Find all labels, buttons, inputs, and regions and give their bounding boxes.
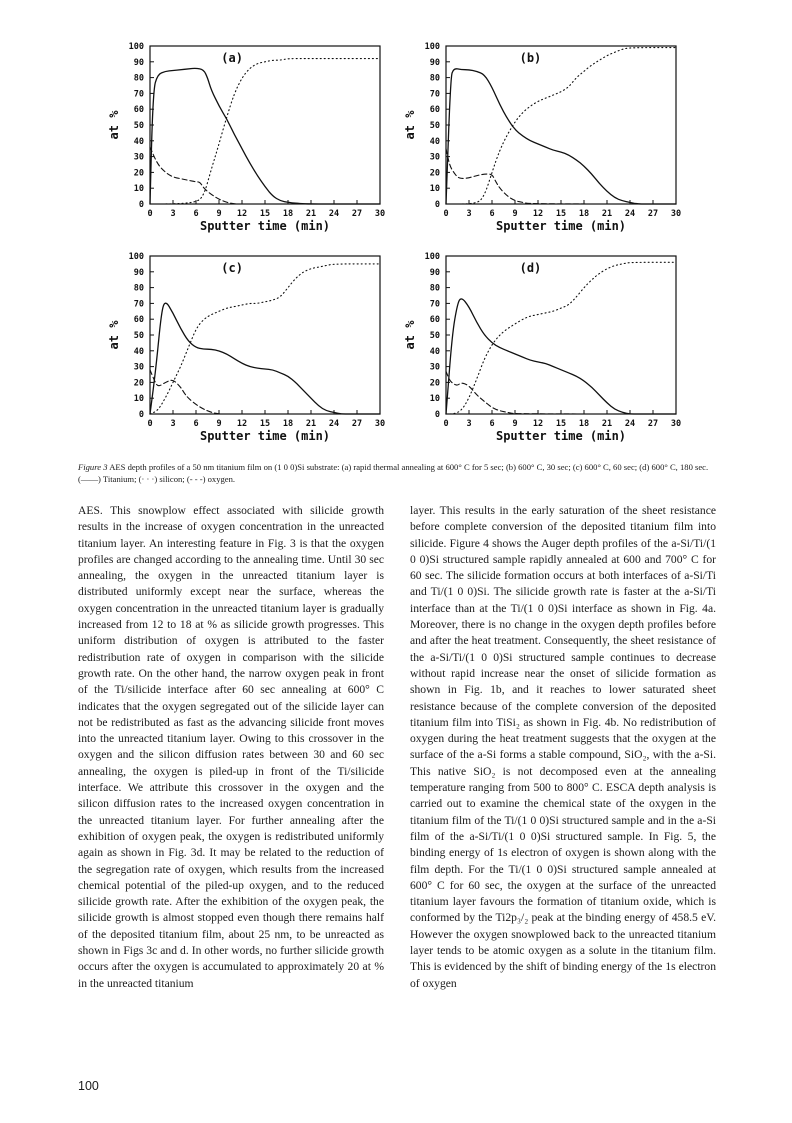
x-tick-label: 30 [670, 209, 682, 219]
chart-svg [100, 250, 386, 465]
y-tick-label: 70 [133, 89, 144, 100]
y-tick-label: 40 [429, 346, 440, 357]
y-tick-label: 50 [429, 121, 440, 131]
oxygen-curve [150, 147, 380, 204]
y-tick-label: 70 [133, 299, 144, 310]
x-tick-label: 9 [216, 419, 222, 429]
figure-caption [78, 461, 718, 485]
y-tick-label: 40 [429, 136, 440, 147]
panel-label: (d) [519, 260, 542, 275]
x-tick-label: 3 [170, 209, 176, 219]
silicon-curve [150, 59, 380, 204]
plot-frame [446, 256, 676, 414]
y-tick-label: 100 [424, 252, 440, 262]
panel-label: (c) [221, 260, 243, 275]
y-tick-label: 80 [133, 283, 144, 294]
y-tick-label: 50 [133, 331, 144, 341]
chart-svg [396, 250, 682, 465]
panel-label: (b) [519, 50, 542, 65]
silicon-curve [150, 264, 380, 414]
x-tick-label: 15 [259, 209, 271, 219]
y-tick-label: 90 [133, 57, 144, 68]
x-tick-label: 0 [147, 419, 153, 429]
x-axis-title: Sputter time (min) [495, 219, 627, 233]
chart-svg [396, 40, 682, 255]
figure-label: Figure 3 [78, 462, 108, 472]
x-tick-label: 0 [443, 419, 449, 429]
titanium-curve [446, 69, 676, 204]
x-tick-label: 6 [193, 419, 199, 429]
y-tick-label: 90 [133, 267, 144, 278]
chart-d [396, 250, 682, 465]
body-column-left: AES. This snowplow effect associated with silicide growth results in the increase of oxygen concentration in the unreacted titanium layer. An interesting feature in Fig. 3 is that the oxygen profiles are changed according to the annealing time. Until 30 sec annealing, the oxygen in the unreacted titanium layer is distributed uniformly except near the surface, whereas the oxygen concentration in the unreacted titanium layer is gradually increased from 12 to 18 at % as silicide growth progresses. This uniform distribution of oxygen is attributed to the faster redistribution rate of oxygen in comparison with the silicide growth rate. On the other hand, the narrow oxygen peak in front of the Ti/silicide interface after 60 sec annealing at 600° C indicates that the oxygen segregated out of the silicide layer can not be redistributed as fast as the advancing silicide front moves into the unreacted titanium layer. Owing to this crossover in the oxygen and the silicon diffusion rates between 30 and 60 sec annealing, the oxygen is piled-up in front of the Ti/silicide interface. We attribute this crossover in the oxygen and the silicon diffusion rates to the increased oxygen concentration in the unreacted titanium layer. For further annealing after the exhibition of oxygen peak, the oxygen is redistributed uniformly again as shown in Fig. 3d. It may be related to the reduction of the segregation rate of oxygen, which results from the increased chemical potential of the piled-up oxygen, and to the reduced silicide growth rate. After the exhibition of the oxygen peak, the silicide growth is almost stopped even though there remains half of the deposited titanium film, about 25 nm, to be unreacted as shown in Figs 3c and d. In other words, no further silicide growth occurs after the oxygen is accumulated to approximately 20 at % in the unreacted titanium [78, 504, 384, 990]
x-tick-label: 15 [555, 209, 567, 219]
y-tick-label: 70 [429, 89, 440, 100]
y-tick-label: 10 [429, 394, 440, 405]
x-tick-label: 0 [443, 209, 449, 219]
chart-svg [100, 40, 386, 255]
x-tick-label: 30 [670, 419, 682, 429]
y-tick-label: 30 [133, 362, 144, 373]
chart-b [396, 40, 682, 255]
y-tick-label: 0 [138, 410, 144, 420]
y-tick-label: 100 [128, 252, 144, 262]
y-tick-label: 50 [133, 121, 144, 131]
x-tick-label: 3 [170, 419, 176, 429]
chart-a [100, 40, 386, 255]
x-tick-label: 30 [374, 209, 386, 219]
y-tick-label: 40 [133, 346, 144, 357]
x-tick-label: 30 [374, 419, 386, 429]
body-column-right: layer. This results in the early saturation of the sheet resistance before complete conversion of the deposited titanium film into silicide. Figure 4 shows the Auger depth profiles of the a-Si/Ti/(1 0 0)Si structured sample rapidly annealed at 600 and 700° C for 60 sec. The silicide formation occurs at both interfaces of a-Si/Ti and Ti/(1 0 0)Si. The silicide growth rate is faster at the a-Si/Ti interface than at the Ti/(1 0 0)Si interface as shown in Fig. 4a. Moreover, there is no change in the oxygen depth profiles before and after the heat treatment. Consequently, the sheet resistance of the a-Si/Ti/(1 0 0)Si structured sample continues to decrease without rapid increase near the onset of silicide formation as shown in Fig. 1b, and it reaches to lower saturated sheet resistance because of the complete conversion of the deposited titanium film into TiSi₂ as shown in Fig. 4b. No redistribution of oxygen during the heat treatment suggests that the oxygen at the surface of the a-Si forms a stable compound, SiO₂, with the a-Si. This native SiO₂ is not decomposed even at the annealing temperature ranging from 500 to 800° C. ESCA depth analysis is carried out to examine the chemical state of the oxygen in the titanium film of the Ti/(1 0 0)Si structured sample and in the a-Si film of the a-Si/Ti/(1 0 0)Si structured sample. In Fig. 5, the binding energy of 1s electron of oxygen is shown along with the film depth. For the Ti/(1 0 0)Si structured sample annealed at 600° C for 60 sec, the oxygen at the surface of the unreacted titanium layer favours the formation of titanium oxide, which is conformed by the Ti2p₃/₂ peak at the binding energy of 458.5 eV. However the oxygen snowplowed back to the unreacted titanium layer tends to be atomic oxygen as a solute in the titanium film. This is evidenced by the shift of binding energy of the 1s electron of oxygen [410, 504, 716, 990]
oxygen-curve [446, 149, 676, 204]
y-axis-title: at % [403, 110, 417, 140]
x-tick-label: 9 [512, 419, 518, 429]
y-tick-label: 30 [429, 362, 440, 373]
y-tick-label: 90 [429, 57, 440, 68]
x-tick-label: 12 [236, 419, 248, 429]
x-tick-label: 24 [624, 209, 636, 219]
x-tick-label: 15 [555, 419, 567, 429]
x-tick-label: 15 [259, 419, 271, 429]
y-tick-label: 60 [133, 315, 144, 326]
y-axis-title: at % [403, 320, 417, 350]
y-tick-label: 70 [429, 299, 440, 310]
y-tick-label: 10 [133, 184, 144, 195]
y-tick-label: 80 [133, 73, 144, 84]
y-tick-label: 10 [133, 394, 144, 405]
x-tick-label: 27 [351, 209, 363, 219]
y-tick-label: 40 [133, 136, 144, 147]
titanium-curve [150, 303, 380, 414]
x-tick-label: 18 [578, 419, 590, 429]
x-tick-label: 12 [236, 209, 248, 219]
y-tick-label: 50 [429, 331, 440, 341]
x-tick-label: 27 [351, 419, 363, 429]
x-tick-label: 12 [532, 419, 544, 429]
silicon-curve [446, 48, 676, 204]
y-tick-label: 60 [429, 105, 440, 116]
y-tick-label: 100 [424, 42, 440, 52]
y-tick-label: 80 [429, 73, 440, 84]
y-tick-label: 30 [133, 152, 144, 163]
y-tick-label: 0 [434, 410, 440, 420]
x-axis-title: Sputter time (min) [199, 429, 331, 443]
chart-c [100, 250, 386, 465]
x-tick-label: 6 [489, 419, 495, 429]
y-tick-label: 30 [429, 152, 440, 163]
x-tick-label: 21 [601, 419, 613, 429]
x-axis-title: Sputter time (min) [199, 219, 331, 233]
y-tick-label: 20 [429, 378, 440, 389]
x-tick-label: 21 [305, 419, 317, 429]
x-tick-label: 3 [466, 419, 472, 429]
titanium-curve [446, 299, 676, 414]
y-tick-label: 90 [429, 267, 440, 278]
x-tick-label: 24 [624, 419, 636, 429]
x-tick-label: 27 [647, 419, 659, 429]
oxygen-curve [446, 371, 676, 414]
plot-frame [446, 46, 676, 204]
y-axis-title: at % [107, 320, 121, 350]
panel-label: (a) [221, 50, 243, 65]
x-tick-label: 21 [601, 209, 613, 219]
x-tick-label: 24 [328, 419, 340, 429]
oxygen-curve [150, 370, 380, 414]
y-tick-label: 0 [138, 200, 144, 210]
x-tick-label: 9 [512, 209, 518, 219]
y-tick-label: 80 [429, 283, 440, 294]
page-number: 100 [78, 1079, 99, 1093]
titanium-curve [150, 68, 380, 204]
x-tick-label: 12 [532, 209, 544, 219]
y-tick-label: 20 [133, 378, 144, 389]
x-tick-label: 18 [282, 209, 294, 219]
x-tick-label: 3 [466, 209, 472, 219]
x-tick-label: 27 [647, 209, 659, 219]
x-tick-label: 18 [578, 209, 590, 219]
x-tick-label: 6 [193, 209, 199, 219]
x-tick-label: 18 [282, 419, 294, 429]
x-tick-label: 9 [216, 209, 222, 219]
x-tick-label: 6 [489, 209, 495, 219]
x-axis-title: Sputter time (min) [495, 429, 627, 443]
caption-text: AES depth profiles of a 50 nm titanium film on (1 0 0)Si substrate: (a) rapid thermal annealing at 600° C for 5 sec; (b) 600° C, 30 sec; (c) 600° C, 60 sec; (d) 600° C, 180 sec. (——) Titanium; (· · ·) silicon; (- - -) oxygen. [78, 462, 709, 484]
y-tick-label: 60 [429, 315, 440, 326]
x-tick-label: 21 [305, 209, 317, 219]
x-tick-label: 0 [147, 209, 153, 219]
y-axis-title: at % [107, 110, 121, 140]
y-tick-label: 10 [429, 184, 440, 195]
y-tick-label: 100 [128, 42, 144, 52]
y-tick-label: 60 [133, 105, 144, 116]
y-tick-label: 20 [133, 168, 144, 179]
silicon-curve [446, 262, 676, 414]
y-tick-label: 20 [429, 168, 440, 179]
y-tick-label: 0 [434, 200, 440, 210]
x-tick-label: 24 [328, 209, 340, 219]
